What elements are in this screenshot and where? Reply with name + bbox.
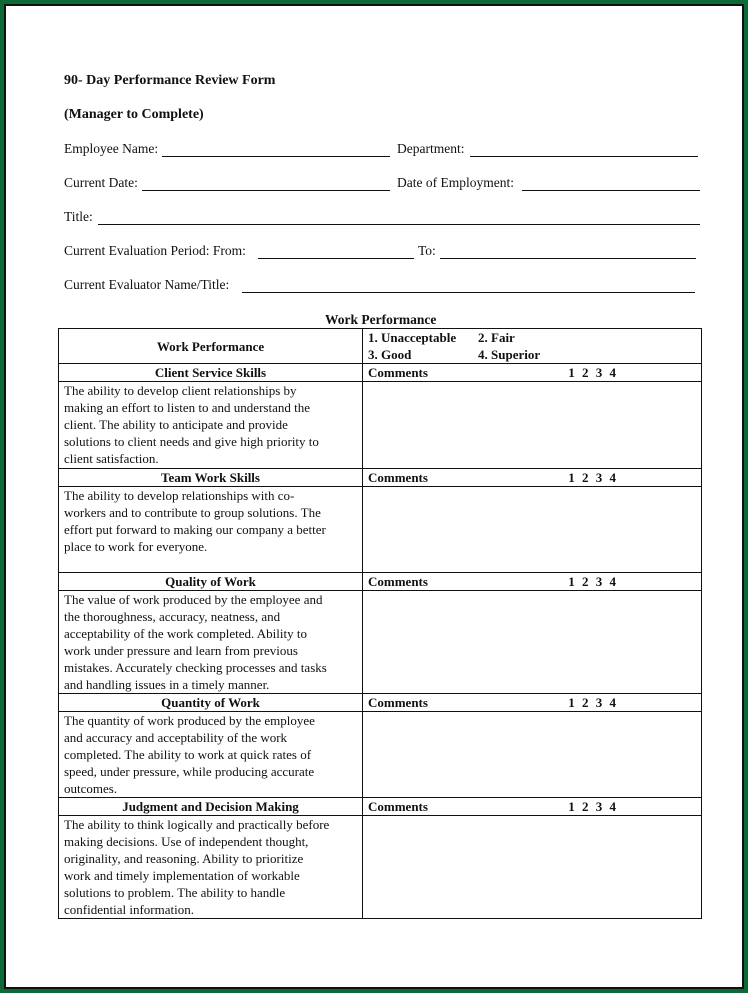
description-line: and accuracy and acceptability of the work bbox=[64, 730, 288, 745]
description-line: The ability to develop client relationships by bbox=[64, 383, 297, 398]
description-line: The ability to develop relationships with co- bbox=[64, 488, 295, 503]
current-date-field[interactable] bbox=[142, 190, 390, 191]
comments-field-quantity-of-work[interactable] bbox=[363, 712, 702, 798]
title-field[interactable] bbox=[98, 224, 700, 225]
rating-legend bbox=[363, 329, 702, 364]
form-subtitle: (Manager to Complete) bbox=[64, 107, 204, 122]
description-line: originality, and reasoning. Ability to prioritize bbox=[64, 851, 304, 866]
description-line: making an effort to listen to and understand the bbox=[64, 400, 310, 415]
description-line: place to work for everyone. bbox=[64, 539, 208, 554]
description-line: and handling issues in a timely manner. bbox=[64, 677, 270, 692]
comments-label: Comments bbox=[368, 799, 428, 814]
evaluator-field[interactable] bbox=[242, 292, 695, 293]
employee-name-field[interactable] bbox=[162, 156, 390, 157]
description-line: speed, under pressure, while producing accurate bbox=[64, 764, 315, 779]
description-line: acceptability of the work completed. Ability to bbox=[64, 626, 307, 641]
department-field[interactable] bbox=[470, 156, 698, 157]
description-line: confidential information. bbox=[64, 902, 194, 917]
description-line: outcomes. bbox=[64, 781, 118, 796]
rating-scale[interactable]: 1 2 3 4 bbox=[568, 365, 616, 380]
description-line: The value of work produced by the employee and bbox=[64, 592, 323, 607]
section-description-judgment-and-decision-making bbox=[59, 816, 363, 919]
rating-scale[interactable]: 1 2 3 4 bbox=[568, 574, 616, 589]
table-header-work-performance: Work Performance bbox=[59, 329, 363, 364]
section-rating-header bbox=[363, 798, 702, 816]
rating-scale[interactable]: 1 2 3 4 bbox=[568, 799, 616, 814]
performance-table bbox=[58, 328, 702, 919]
form-title: 90- Day Performance Review Form bbox=[64, 73, 276, 88]
section-title-quantity-of-work: Quantity of Work bbox=[59, 694, 363, 712]
comments-label: Comments bbox=[368, 365, 428, 380]
comments-label: Comments bbox=[368, 574, 428, 589]
comments-field-team-work-skills[interactable] bbox=[363, 487, 702, 573]
description-line: solutions to client needs and give high priority to bbox=[64, 434, 319, 449]
description-line: client satisfaction. bbox=[64, 451, 159, 466]
comments-field-client-service-skills[interactable] bbox=[363, 382, 702, 469]
description-line: solutions to problem. The ability to handle bbox=[64, 885, 286, 900]
legend-2: 2. Fair bbox=[478, 330, 515, 345]
section-title-client-service-skills: Client Service Skills bbox=[59, 364, 363, 382]
table-caption: Work Performance bbox=[325, 312, 437, 327]
department-label: Department: bbox=[397, 141, 465, 156]
section-title-team-work-skills: Team Work Skills bbox=[59, 469, 363, 487]
description-line: work and timely implementation of workable bbox=[64, 868, 300, 883]
comments-field-judgment-and-decision-making[interactable] bbox=[363, 816, 702, 919]
legend-4: 4. Superior bbox=[478, 347, 541, 362]
section-rating-header bbox=[363, 573, 702, 591]
section-title-quality-of-work: Quality of Work bbox=[59, 573, 363, 591]
description-line: The quantity of work produced by the employee bbox=[64, 713, 315, 728]
section-title-judgment-and-decision-making: Judgment and Decision Making bbox=[59, 798, 363, 816]
description-line: completed. The ability to work at quick rates of bbox=[64, 747, 312, 762]
legend-3: 3. Good bbox=[368, 347, 412, 362]
eval-from-field[interactable] bbox=[258, 258, 414, 259]
description-line: the thoroughness, accuracy, neatness, and bbox=[64, 609, 281, 624]
comments-label: Comments bbox=[368, 470, 428, 485]
employee-name-label: Employee Name: bbox=[64, 141, 159, 156]
section-rating-header bbox=[363, 694, 702, 712]
description-line: The ability to think logically and practically before bbox=[64, 817, 330, 832]
description-line: making decisions. Use of independent thought, bbox=[64, 834, 309, 849]
date-of-employment-label: Date of Employment: bbox=[397, 175, 514, 190]
date-of-employment-field[interactable] bbox=[522, 190, 700, 191]
evaluator-label: Current Evaluator Name/Title: bbox=[64, 277, 230, 292]
section-rating-header bbox=[363, 469, 702, 487]
section-description-quality-of-work bbox=[59, 591, 363, 694]
title-label: Title: bbox=[64, 209, 93, 224]
current-date-label: Current Date: bbox=[64, 175, 138, 190]
rating-scale[interactable]: 1 2 3 4 bbox=[568, 695, 616, 710]
description-line: workers and to contribute to group solutions. The bbox=[64, 505, 321, 520]
section-description-quantity-of-work bbox=[59, 712, 363, 798]
eval-from-label: Current Evaluation Period: From: bbox=[64, 243, 246, 258]
section-description-team-work-skills bbox=[59, 487, 363, 573]
description-line: client. The ability to anticipate and provide bbox=[64, 417, 288, 432]
description-line: work under pressure and learn from previous bbox=[64, 643, 298, 658]
rating-scale[interactable]: 1 2 3 4 bbox=[568, 470, 616, 485]
eval-to-label: To: bbox=[418, 243, 436, 258]
section-rating-header bbox=[363, 364, 702, 382]
comments-label: Comments bbox=[368, 695, 428, 710]
legend-1: 1. Unacceptable bbox=[368, 330, 457, 345]
eval-to-field[interactable] bbox=[440, 258, 696, 259]
description-line: effort put forward to making our company a better bbox=[64, 522, 326, 537]
comments-field-quality-of-work[interactable] bbox=[363, 591, 702, 694]
section-description-client-service-skills bbox=[59, 382, 363, 469]
description-line: mistakes. Accurately checking processes and tasks bbox=[64, 660, 327, 675]
